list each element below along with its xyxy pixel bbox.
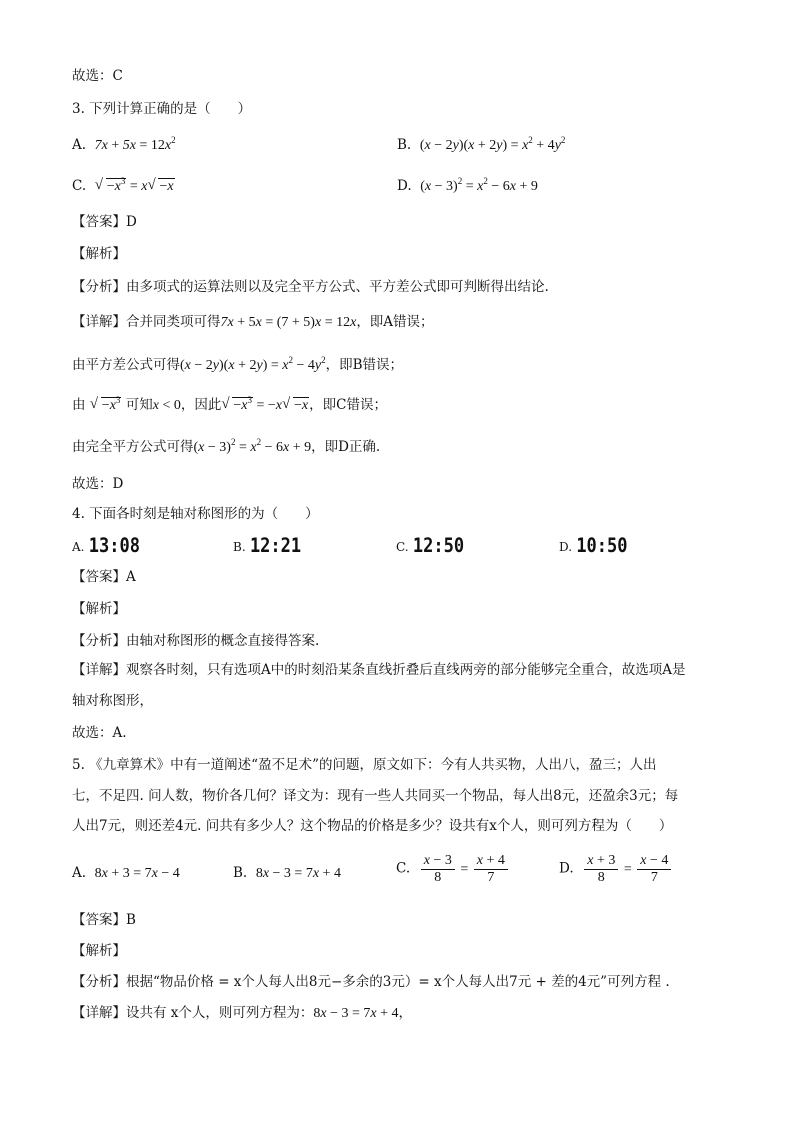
answer-q3: 【答案】D [72, 214, 137, 230]
clock-12-50: 12:50 [412, 534, 465, 558]
q5-option-b: B. 8x − 3 = 7x + 4 [233, 865, 341, 881]
q4-option-d: D. 10:50 [559, 534, 628, 558]
answer-q4: 【答案】A [72, 569, 136, 585]
analysis-header-q4: 【解析】 [72, 601, 126, 617]
analysis-header-q5: 【解析】 [72, 943, 126, 959]
detail-q3-c: 由 √ $-x^3$ 可知x < 0，因此√ $-x^3 = -x√ -x$，即C错误； [72, 396, 387, 415]
question-4: 4. 下面各时刻是轴对称图形的为（ ） [72, 506, 319, 522]
detail-q3-b: 由平方差公式可得$(x - 2y)(x + 2y) = x^2 - 4y^2$，即B错误； [72, 355, 404, 373]
question-5-line3: 人出7元，则还差4元. 问共有多少人？这个物品的价格是多少？设共有x个人，则可列方程为（ ） [72, 818, 673, 834]
question-5-line2: 七，不足四. 问人数，物价各几何？译文为：现有一些人共同买一个物品，每人出8元，还盈余3元；每 [72, 788, 679, 804]
detail-q5: 【详解】设共有 x个人，则可列方程为：8x − 3 = 7x + 4， [72, 1005, 413, 1021]
q3-option-c: C. √ $-x^3 = x√ -x$ [72, 177, 175, 196]
question-5-line1: 5. 《九章算术》中有一道阐述“盈不足术”的问题，原文如下：今有人共买物，人出八，盈三；人出 [72, 757, 657, 773]
detail-q3-d: 由完全平方公式可得$(x - 3)^2 = x^2 - 6x + 9$，即D正确. [72, 437, 381, 455]
detail-q3-a: 【详解】合并同类项可得7x + 5x = (7 + 5)x = 12x，即A错误； [72, 314, 434, 330]
q3-option-b: B. $(x - 2y)(x + 2y) = x^2 + 4y^2$ [397, 135, 566, 153]
answer-line-q2: 故选：C [72, 68, 123, 84]
analysis-q4: 【分析】由轴对称图形的概念直接得答案. [72, 633, 320, 649]
choose-q4: 故选：A. [72, 725, 127, 741]
choose-q3: 故选：D [72, 476, 124, 492]
q4-option-a: A. 13:08 [72, 534, 140, 558]
answer-q5: 【答案】B [72, 912, 136, 928]
q5-option-a: A. 8x + 3 = 7x − 4 [72, 865, 180, 881]
q3-option-d: D. $(x - 3)^2 = x^2 - 6x + 9$ [397, 176, 538, 194]
q4-option-b: B. 12:21 [233, 534, 302, 558]
detail-q4-line1: 【详解】观察各时刻，只有选项A中的时刻沿某条直线折叠后直线两旁的部分能够完全重合，故选项A是 [72, 662, 686, 678]
analysis-q5: 【分析】根据“物品价格 = x个人每人出8元−多余的3元）= x个人每人出7元 + 差的4元”可列方程 . [72, 974, 670, 990]
question-3: 3. 下列计算正确的是（ ） [72, 101, 252, 117]
analysis-q3: 【分析】由多项式的运算法则以及完全平方公式、平方差公式即可判断得出结论. [72, 279, 549, 295]
q4-option-c: C. 12:50 [396, 534, 465, 558]
clock-12-21: 12:21 [249, 534, 302, 558]
detail-q4-line2: 轴对称图形， [72, 693, 153, 709]
clock-13-08: 13:08 [88, 534, 140, 558]
q3-option-a: A. $7x + 5x = 12x^2$ [72, 135, 176, 153]
clock-10-50: 10:50 [576, 534, 628, 558]
analysis-header-q3: 【解析】 [72, 246, 126, 262]
q5-option-d: D. $\frac{x + 3}{8}$ = $\frac{x - 4}{7}$ [559, 853, 673, 886]
q5-option-c: C. $\frac{x - 3}{8}$ = $\frac{x + 4}{7}$ [396, 853, 510, 886]
